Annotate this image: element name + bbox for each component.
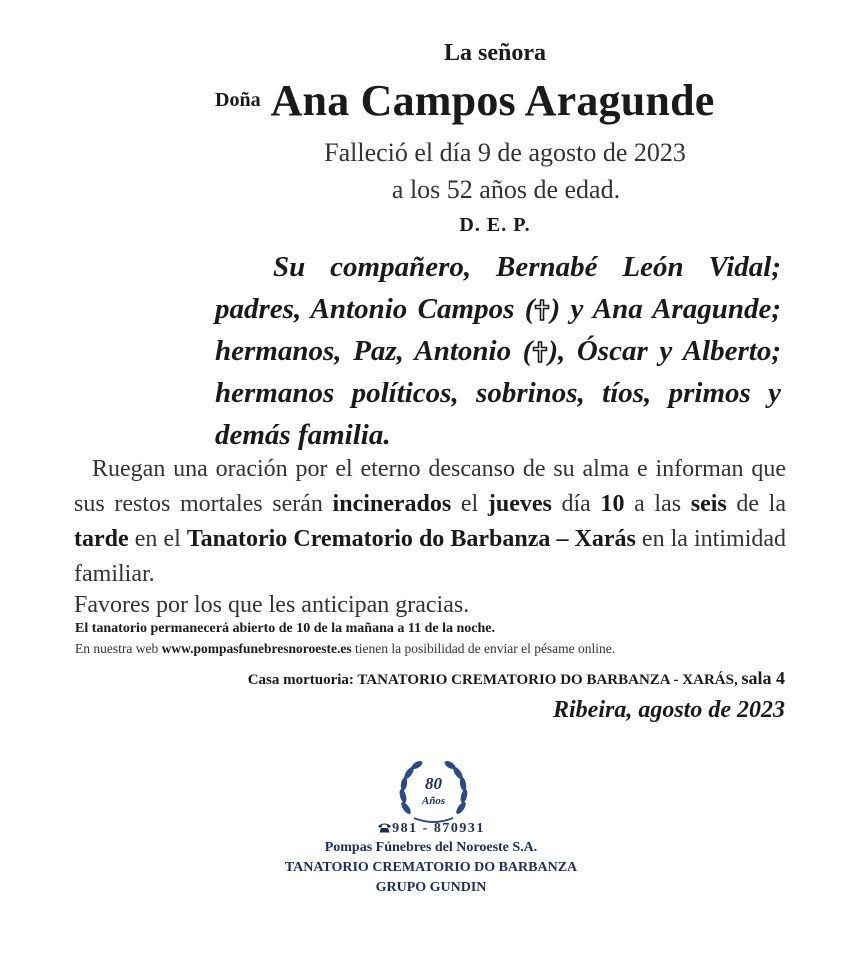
prayer-text: en el (128, 526, 187, 552)
intro-text: La señora (444, 40, 546, 66)
website-note (75, 641, 615, 657)
deceased-name-row (215, 75, 714, 126)
casa-room: sala 4 (741, 668, 785, 688)
prayer-emphasis: 10 (600, 491, 625, 517)
cross-icon (534, 299, 550, 321)
prayer-text: día (551, 491, 601, 517)
family-text-2: ) y Ana Aragunde; hermanos, Paz, Antonio ( (215, 293, 781, 367)
web-note-text: tienen la posibilidad de enviar el pésame online. (351, 641, 616, 656)
family-list (215, 246, 781, 456)
thanks-line: Favores por los que les anticipan gracias. (74, 592, 470, 618)
phone-icon (377, 822, 392, 833)
web-note-text: En nuestra web (75, 641, 162, 656)
prayer-text: de la (726, 491, 787, 517)
death-date: Falleció el día 9 de agosto de 2023 (324, 138, 686, 167)
place-date: Ribeira, agosto de 2023 (553, 697, 785, 723)
phone-line (0, 821, 849, 837)
prayer-emphasis: jueves (487, 491, 552, 517)
logo-number: 80 (425, 774, 442, 793)
crematorium-name: TANATORIO CREMATORIO DO BARBANZA (284, 860, 578, 875)
phone-number: 981 - 870931 (392, 821, 485, 836)
prayer-emphasis: seis (690, 491, 727, 517)
prayer-text: el (451, 491, 488, 517)
prayer-emphasis: Tanatorio Crematorio do Barbanza – Xarás (186, 526, 636, 552)
prayer-paragraph (74, 452, 786, 592)
family-text-1: Su compañero, Bernabé León Vidal; padres, Antonio Campos ( (215, 251, 781, 325)
family-text-3: ), Óscar y Alberto; hermanos políticos, sobrinos, tíos, primos y demás familia. (215, 335, 781, 451)
company-name: Pompas Fúnebres del Noroeste S.A. (324, 840, 538, 855)
casa-place: TANATORIO CREMATORIO DO BARBANZA - XARÁS, (357, 672, 738, 688)
prayer-emphasis: tarde (74, 526, 129, 552)
website-link[interactable]: www.pompasfunebresnoroeste.es (161, 641, 352, 656)
funeral-home-line (248, 668, 785, 689)
opening-hours-note: El tanatorio permanecerá abierto de 10 de la mañana a 11 de la noche. (75, 621, 495, 636)
deceased-name: Ana Campos Aragunde (270, 76, 715, 125)
dep-text: D. E. P. (459, 214, 531, 236)
anniversary-laurel-logo (396, 756, 471, 826)
cross-icon (532, 341, 548, 363)
prayer-emphasis: incinerados (332, 491, 452, 517)
prayer-text: Ruegan una oración por el eterno descanso de su alma e informan que sus restos mortales serán (74, 456, 786, 517)
honorific: Doña (215, 89, 261, 111)
group-name: GRUPO GUNDIN (375, 880, 487, 895)
logo-word: Años (421, 795, 446, 807)
casa-label: Casa mortuoria: (247, 672, 354, 688)
prayer-text: en la intimidad familiar. (74, 526, 787, 587)
age-line: a los 52 años de edad. (391, 175, 621, 204)
prayer-text: a las (624, 491, 691, 517)
